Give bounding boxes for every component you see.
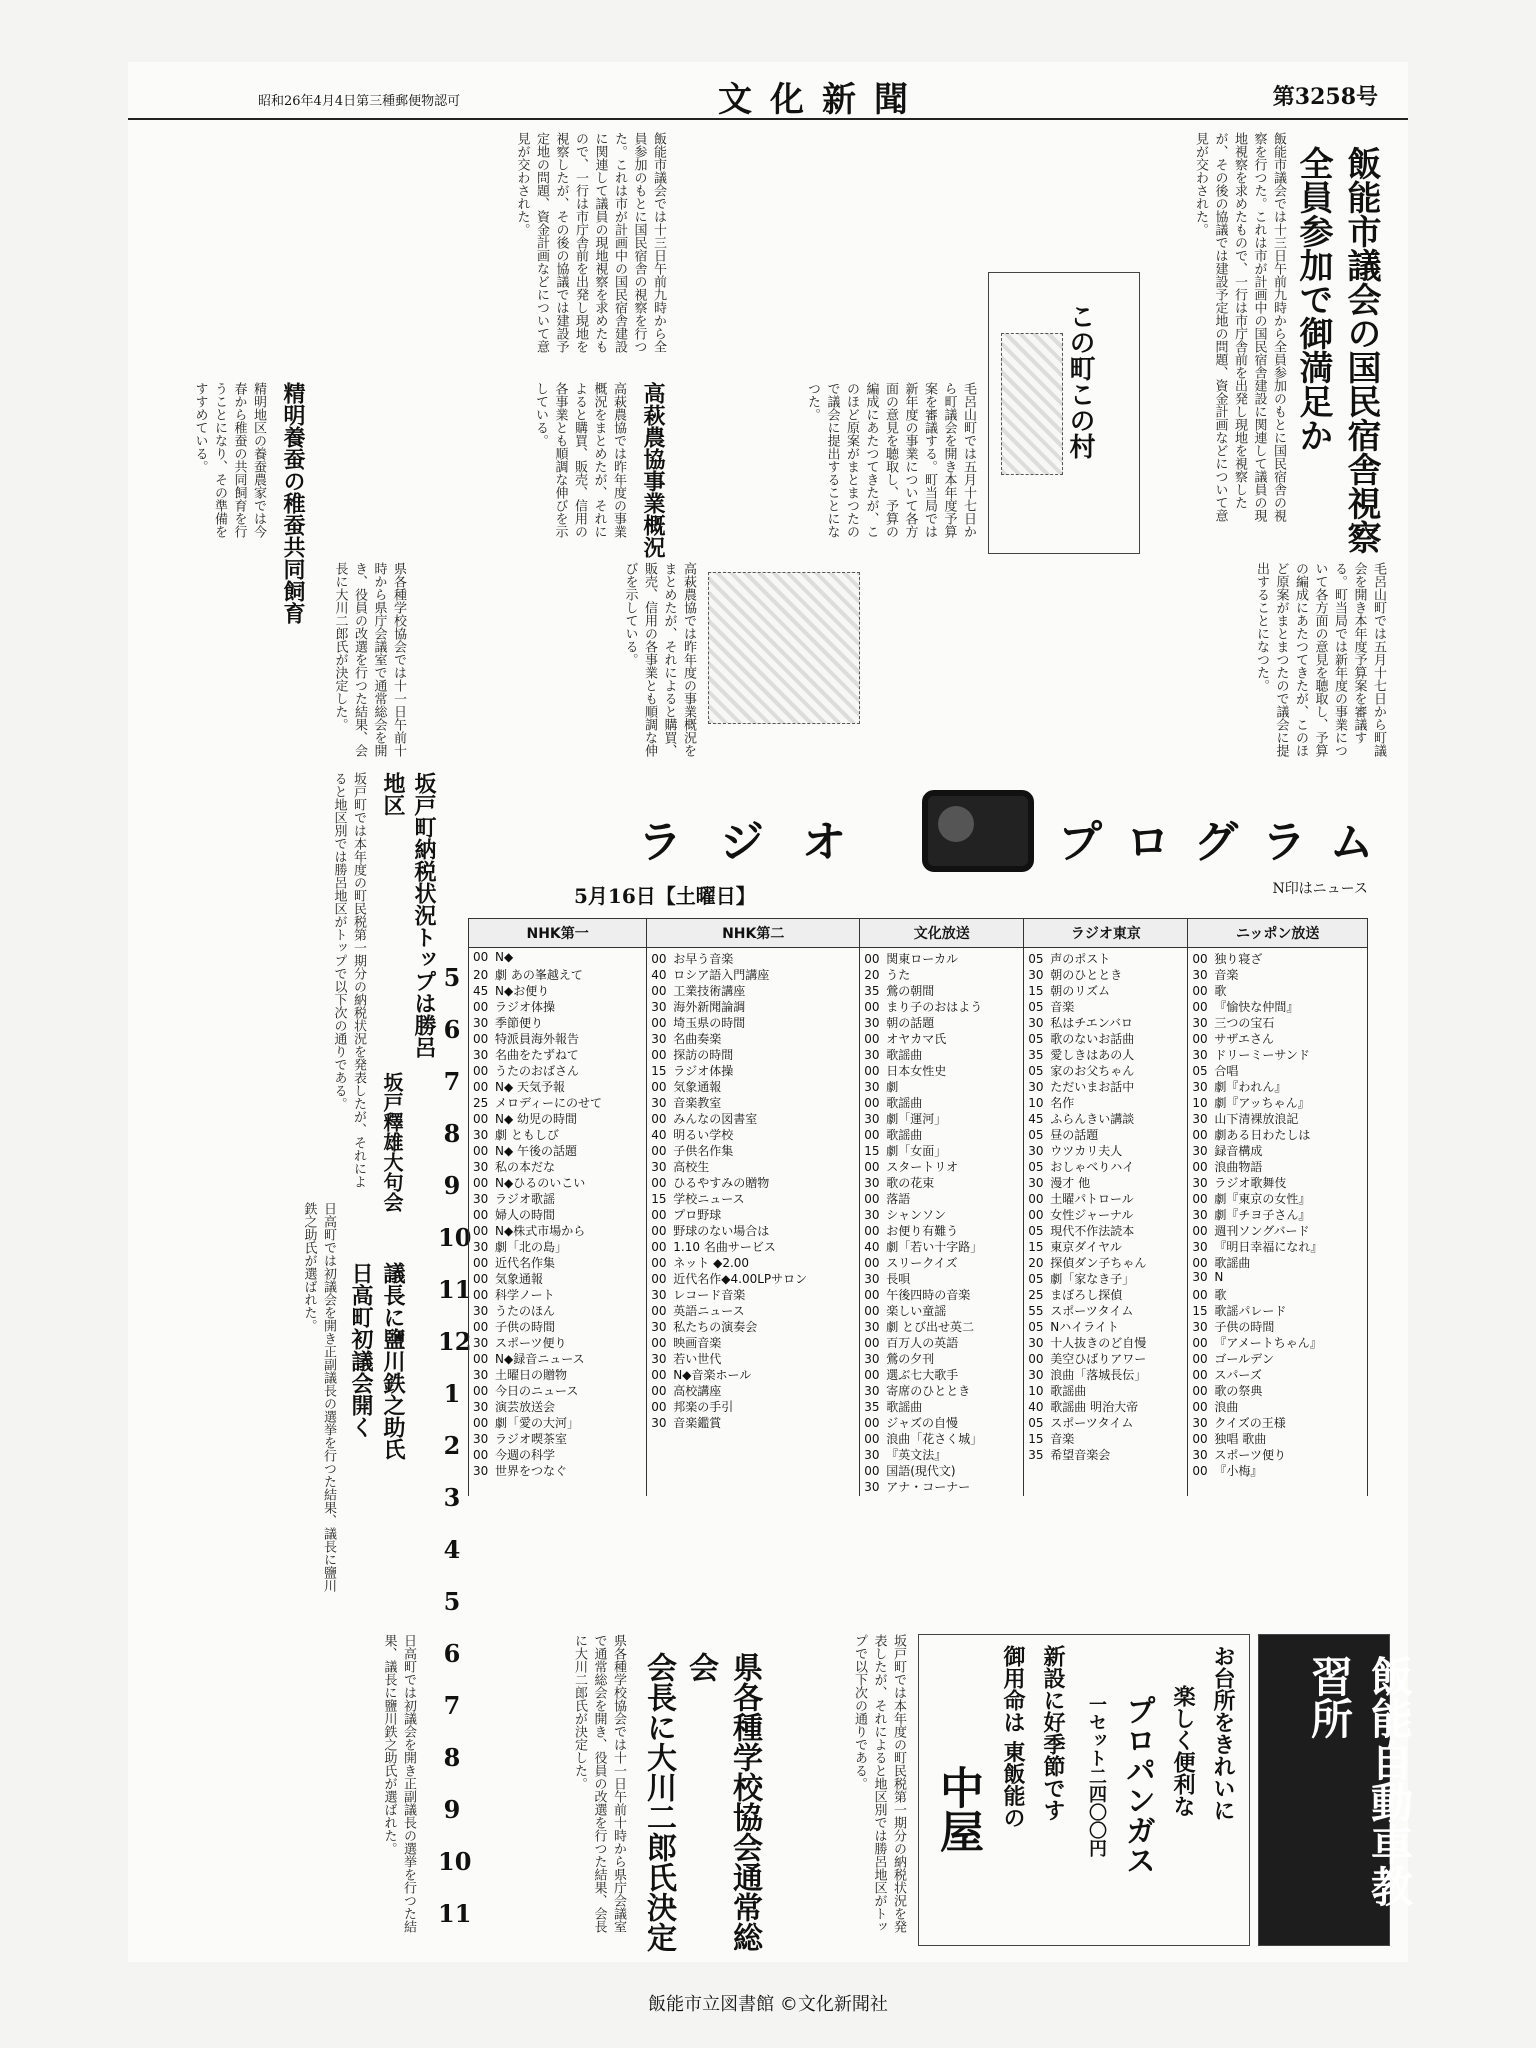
program-entry: 30 『明日幸福になれ』: [1192, 1240, 1323, 1254]
article-assembly-body: 日高町では初議会を開き正副議長の選挙を行つた結果、議長に鹽川鉄之助氏が選ばれた。: [301, 1202, 336, 1592]
program-entry: 00 スパーズ: [1192, 1368, 1262, 1382]
station-column: [1188, 948, 1368, 1497]
hour-label: 9: [443, 1795, 461, 1824]
program-entry: 05 音楽: [1028, 1000, 1075, 1014]
program-entry: 30 私はチエンバロ: [1028, 1016, 1133, 1030]
program-entry: 30 世界をつなぐ: [473, 1464, 568, 1478]
station-header: NHK第二: [647, 919, 860, 948]
program-entry: 30 ラジオ喫茶室: [473, 1432, 568, 1446]
masthead: [128, 62, 1408, 120]
program-entry: 30 高校生: [651, 1160, 710, 1174]
program-entry: 00 『小梅』: [1192, 1464, 1263, 1478]
station-header: 文化放送: [860, 919, 1024, 948]
program-entry: 15 ラジオ体操: [651, 1064, 734, 1078]
radio-icon: [922, 790, 1034, 872]
program-entry: 00 近代名作集: [473, 1256, 556, 1270]
program-entry: 00 午後四時の音楽: [864, 1288, 971, 1302]
article-mid-left: 県各種学校協会では十一日午前十時から県庁会議室で通常総会を開き、役員の改選を行つた結果、会長に大川二郎氏が決定した。: [332, 562, 406, 757]
propane-line-1: お台所をきれいに: [1210, 1645, 1236, 1821]
program-entry: 05 現代不作法読本: [1028, 1224, 1135, 1238]
program-entry: 30 劇「運河」: [864, 1112, 947, 1126]
program-entry: 30 長唄: [864, 1272, 911, 1286]
newspaper-page: [128, 62, 1414, 1962]
station-column: [647, 948, 860, 1497]
program-entry: 30 劇 ともしび: [473, 1128, 559, 1142]
program-entry: 30 音楽: [1192, 968, 1239, 982]
program-entry: 30 名曲奏楽: [651, 1032, 722, 1046]
program-entry: 00 婦人の時間: [473, 1208, 556, 1222]
program-entry: 00 美空ひばりアワー: [1028, 1352, 1147, 1366]
program-entry: 00 N◆ひるのいこい: [473, 1176, 586, 1190]
hour-label: 11: [438, 1275, 472, 1304]
newspaper-title: 文化新聞: [718, 80, 926, 120]
program-entry: 30 朝のひととき: [1028, 968, 1123, 982]
hour-label: 7: [443, 1067, 461, 1096]
program-entry: 30 演芸放送会: [473, 1400, 556, 1414]
hour-label: 8: [443, 1743, 461, 1772]
headline-tax: 坂戸町納税状況トップは勝呂地区: [380, 772, 437, 1058]
article-agri-body: 高萩農協では昨年度の事業概況をまとめたが、それによると購買、販売、信用の各事業とも順調な伸びを示している。: [533, 382, 626, 538]
article-school-body: 県各種学校協会では十一日午前十時から県庁会議室で通常総会を開き、役員の改選を行つた結果、会長に大川二郎氏が決定した。: [572, 1634, 626, 1933]
hour-label: 12: [438, 1327, 472, 1356]
program-entry: 00 N◆株式市場から: [473, 1224, 586, 1238]
program-entry: 30 スポーツ便り: [473, 1336, 567, 1350]
station-header: ラジオ東京: [1024, 919, 1188, 948]
program-entry: 00 N◆録音ニュース: [473, 1352, 585, 1366]
program-entry: 30 クイズの王様: [1192, 1416, 1286, 1430]
program-entry: 30 若い世代: [651, 1352, 722, 1366]
article-tax-body: 坂戸町では本年度の町民税第一期分の納税状況を発表したが、それによると地区別では勝呂地区がトップで以下次の通りである。: [331, 772, 366, 1188]
program-entry: 00 国語(現代文): [864, 1464, 956, 1478]
program-entry: 00 ネット ◆2.00: [651, 1256, 750, 1270]
hour-label: 4: [443, 1535, 461, 1564]
program-entry: 00 N◆ 天気予報: [473, 1080, 566, 1094]
program-entry: 30 季節便り: [473, 1016, 544, 1030]
propane-shop: 中屋: [932, 1765, 983, 1853]
program-entry: 05 昼の話題: [1028, 1128, 1099, 1142]
headline-main: 全員参加で御満足か: [1293, 146, 1333, 452]
program-entry: 30 『英文法』: [864, 1448, 947, 1462]
program-entry: 15 音楽: [1028, 1432, 1075, 1446]
program-entry: 30 私の本だな: [473, 1160, 556, 1174]
program-entry: 00 近代名作◆4.00LPサロン: [651, 1272, 808, 1286]
hour-label: 8: [443, 1119, 461, 1148]
article-body-left: 飯能市議会では十三日午前九時から全員参加のもとに国民宿舎の視察を行つた。これは市が計画中の国民宿舎建設に関連して議員の現地視察を求めたもので、一行は市庁舎前を出発し現地を視察したが、その後の協議では建設予定地の問題、資金計画などについて意見が交わされた。: [514, 132, 666, 353]
program-entry: 45 N◆お便り: [473, 984, 550, 998]
station-column: [469, 948, 647, 1497]
program-entry: 20 探偵ダン子ちゃん: [1028, 1256, 1147, 1270]
program-entry: 00 子供の時間: [473, 1320, 556, 1334]
hour-label: 5: [443, 963, 461, 992]
headline-haiku: 坂戸釋雄大句会: [380, 1072, 404, 1212]
article-silk-body: 精明地区の養蚕農家では今春から稚蚕の共同飼育を行うことになり、その準備をすすめている。: [192, 382, 266, 538]
article-mid-right: 毛呂山町では五月十七日から町議会を開き本年度予算案を審議する。町当局では新年度の事業について各方面の意見を聴取し、予算の編成にあたつてきたが、このほど原案がまとまつたので議会に提出することになつた。: [1254, 562, 1386, 757]
program-entry: 30 漫才 他: [1028, 1176, 1091, 1190]
program-entry: 00 気象通報: [473, 1272, 544, 1286]
program-entry: 10 歌謡曲: [1028, 1384, 1087, 1398]
program-entry: 40 劇「若い十字路」: [864, 1240, 983, 1254]
program-entry: 00 探訪の時間: [651, 1048, 734, 1062]
program-entry: 00 N◆音楽ホール: [651, 1368, 752, 1382]
program-entry: 00 今日のニュース: [473, 1384, 579, 1398]
program-entry: 05 スポーツタイム: [1028, 1416, 1134, 1430]
program-entry: 30 土曜日の贈物: [473, 1368, 568, 1382]
program-entry: 30 山下清裸放浪記: [1192, 1112, 1299, 1126]
program-entry: 00 劇「愛の大河」: [473, 1416, 580, 1430]
program-entry: 05 家のお父ちゃん: [1028, 1064, 1135, 1078]
article-body-top: 飯能市議会では十三日午前九時から全員参加のもとに国民宿舎の視察を行つた。これは市が計画中の国民宿舎建設に関連して議員の現地視察を求めたもので、一行は市庁舎前を出発し現地を視察したが、その後の協議では建設予定地の問題、資金計画などについて意見が交わされた。: [1193, 132, 1286, 522]
program-entry: 35 希望音楽会: [1028, 1448, 1111, 1462]
program-entry: 00 サザエさん: [1192, 1032, 1274, 1046]
program-entry: 30 劇 とび出せ英二: [864, 1320, 975, 1334]
program-entry: 35 歌謡曲: [864, 1400, 923, 1414]
program-entry: 00 女性ジャーナル: [1028, 1208, 1134, 1222]
illustration-mid: [708, 572, 860, 724]
program-entry: 00 気象通報: [651, 1080, 722, 1094]
program-entry: 30 ただいまお話中: [1028, 1080, 1135, 1094]
hour-label: 6: [443, 1639, 461, 1668]
program-entry: 10 劇『アッちゃん』: [1192, 1096, 1310, 1110]
program-entry: 20 劇 あの峯越えて: [473, 968, 583, 982]
program-entry: 40 歌謡曲 明治大帝: [1028, 1400, 1139, 1414]
program-entry: 00 関東ローカル: [864, 952, 958, 966]
program-entry: 00 映画音楽: [651, 1336, 722, 1350]
propane-line-2: 楽しく便利な: [1170, 1685, 1196, 1817]
program-entry: 00 歌の祭典: [1192, 1384, 1263, 1398]
hour-label: 6: [443, 1015, 461, 1044]
program-entry: 00 劇『東京の女性』: [1192, 1192, 1311, 1206]
program-entry: 00 子供名作集: [651, 1144, 734, 1158]
program-entry: 00 土曜パトロール: [1028, 1192, 1134, 1206]
program-entry: 25 メロディーにのせて: [473, 1096, 603, 1110]
program-entry: 00 ラジオ体操: [473, 1000, 556, 1014]
program-entry: 00 お早う音楽: [651, 952, 734, 966]
program-entry: 30 アナ・コーナー: [864, 1480, 971, 1494]
program-entry: 30 私たちの演奏会: [651, 1320, 758, 1334]
radio-date: 5月16日【土曜日】: [574, 884, 756, 908]
program-entry: 30 海外新聞論調: [651, 1000, 746, 1014]
program-entry: 00 オヤカマ氏: [864, 1032, 947, 1046]
column-illustration: [1001, 333, 1063, 475]
radio-title-left: ラジオ: [638, 817, 884, 868]
program-entry: 30 シャンソン: [864, 1208, 946, 1222]
program-entry: 35 鶯の朝間: [864, 984, 935, 998]
program-entry: 00 高校講座: [651, 1384, 722, 1398]
program-entry: 00 楽しい童謡: [864, 1304, 947, 1318]
program-entry: 00 工業技術講座: [651, 984, 746, 998]
program-entry: 00 邦楽の手引: [651, 1400, 734, 1414]
program-entry: 00 1.10 名曲サービス: [651, 1240, 776, 1254]
program-entry: 30 スポーツ便り: [1192, 1448, 1286, 1462]
program-entry: 15 劇「女面」: [864, 1144, 947, 1158]
article-bottom-left: 日高町では初議会を開き正副議長の選挙を行つた結果、議長に鹽川鉄之助氏が選ばれた。: [381, 1634, 416, 1933]
program-entry: 00 歌謡曲: [864, 1096, 923, 1110]
station-header: ニッポン放送: [1188, 919, 1368, 948]
program-entry: 40 明るい学校: [651, 1128, 734, 1142]
article-bottom-1: 坂戸町では本年度の町民税第一期分の納税状況を発表したが、それによると地区別では勝呂地区がトップで以下次の通りである。: [852, 1634, 906, 1933]
program-entry: 00 歌謡曲: [864, 1128, 923, 1142]
ad-driving-school: [1258, 1634, 1414, 1946]
program-entry: 30 ドリーミーサンド: [1192, 1048, 1310, 1062]
hour-label: 11: [438, 1899, 472, 1928]
program-entry: 30 劇: [864, 1080, 899, 1094]
program-entry: 35 愛しきはあの人: [1028, 1048, 1135, 1062]
program-entry: 25 まぼろし探偵: [1028, 1288, 1123, 1302]
program-entry: 30 レコード音楽: [651, 1288, 746, 1302]
program-entry: 30 N: [1192, 1270, 1224, 1284]
program-entry: 00 『愉快な仲間』: [1192, 1000, 1299, 1014]
program-entry: 00 N◆ 幼児の時間: [473, 1112, 578, 1126]
program-entry: 30 音楽鑑賞: [651, 1416, 722, 1430]
program-entry: 05 歌のないお話曲: [1028, 1032, 1135, 1046]
program-entry: 30 寄席のひととき: [864, 1384, 971, 1398]
program-entry: 00 ひるやすみの贈物: [651, 1176, 770, 1190]
program-entry: 45 ふらんきい講談: [1028, 1112, 1135, 1126]
program-entry: 00 浪曲: [1192, 1400, 1239, 1414]
hour-label: 7: [443, 1691, 461, 1720]
program-entry: 00 『アメートちゃん』: [1192, 1336, 1322, 1350]
headline-school-2: 会長に大川二郎氏決定: [641, 1652, 676, 1952]
program-entry: 30 歌の花束: [864, 1176, 935, 1190]
propane-line-3: プロパンガス: [1120, 1695, 1155, 1875]
program-entry: 30 浪曲「落城長伝」: [1028, 1368, 1147, 1382]
program-entry: 00 N◆ 午後の話題: [473, 1144, 578, 1158]
headline-sub: 飯能市議会の国民宿舎視察: [1341, 146, 1381, 554]
program-entry: 30 音楽教室: [651, 1096, 722, 1110]
program-entry: 00 プロ野球: [651, 1208, 722, 1222]
program-entry: 40 ロシア語入門講座: [651, 968, 770, 982]
program-entry: 30 十人抜きのど自慢: [1028, 1336, 1147, 1350]
hour-label: 3: [443, 1483, 461, 1512]
program-entry: 30 三つの宝石: [1192, 1016, 1275, 1030]
program-entry: 05 声のポスト: [1028, 952, 1111, 966]
program-entry: 00 歌: [1192, 1288, 1227, 1302]
station-column: [1024, 948, 1188, 1497]
program-entry: 30 ラジオ歌謡: [473, 1192, 556, 1206]
program-entry: 20 うた: [864, 968, 911, 982]
program-entry: 00 独唱 歌曲: [1192, 1432, 1267, 1446]
program-entry: 00 N◆: [473, 950, 514, 964]
driving-school-name: 飯能自動車教習所: [1305, 1655, 1414, 1907]
program-entry: 00 野球のない場合は: [651, 1224, 770, 1238]
program-entry: 00 独り寝ざ: [1192, 952, 1263, 966]
program-entry: 05 合唱: [1192, 1064, 1239, 1078]
issue-number: 第3258号: [1272, 84, 1378, 110]
program-entry: 15 朝のリズム: [1028, 984, 1111, 998]
program-entry: 05 劇「家なき子」: [1028, 1272, 1135, 1286]
program-entry: 00 お便り有難う: [864, 1224, 959, 1238]
program-entry: 15 東京ダイヤル: [1028, 1240, 1122, 1254]
program-entry: 30 劇「北の島」: [473, 1240, 568, 1254]
program-entry: 10 名作: [1028, 1096, 1075, 1110]
hour-label: 5: [443, 1587, 461, 1616]
program-entry: 30 朝の話題: [864, 1016, 935, 1030]
program-entry: 00 選ぶ七大歌手: [864, 1368, 959, 1382]
program-entry: 30 子供の時間: [1192, 1320, 1275, 1334]
program-entry: 00 うたのおばさん: [473, 1064, 580, 1078]
program-entry: 00 まり子のおはよう: [864, 1000, 983, 1014]
program-entry: 00 スタートリオ: [864, 1160, 959, 1174]
propane-line-4: 新設に好季節です: [1040, 1645, 1066, 1821]
program-entry: 15 学校ニュース: [651, 1192, 745, 1206]
program-entry: 00 浪曲物語: [1192, 1160, 1263, 1174]
hour-label: 1: [443, 1379, 461, 1408]
program-entry: 30 うたのほん: [473, 1304, 556, 1318]
program-entry: 00 埼玉県の時間: [651, 1016, 746, 1030]
program-entry: 00 今週の科学: [473, 1448, 556, 1462]
program-entry: 30 録音構成: [1192, 1144, 1263, 1158]
postal-permit: 昭和26年4月4日第三種郵便物認可: [258, 94, 461, 109]
program-entry: 00 みんなの図書室: [651, 1112, 758, 1126]
column-box: [988, 272, 1140, 554]
program-entry: 00 ジャズの自慢: [864, 1416, 958, 1430]
program-entry: 00 百万人の英語: [864, 1336, 959, 1350]
program-entry: 30 鶯の夕刊: [864, 1352, 935, 1366]
station-column: [860, 948, 1024, 1497]
program-entry: 00 英語ニュース: [651, 1304, 745, 1318]
program-entry: 30 名曲をたずねて: [473, 1048, 579, 1062]
ad-propane: [918, 1634, 1250, 1946]
column-title: この町この村: [1065, 303, 1095, 459]
program-entry: 00 劇ある日わたしは: [1192, 1128, 1311, 1142]
program-entry: 00 週刊ソングバード: [1192, 1224, 1310, 1238]
program-entry: 00 落語: [864, 1192, 911, 1206]
program-entry: 55 スポーツタイム: [1028, 1304, 1134, 1318]
program-entry: 30 歌謡曲: [864, 1048, 923, 1062]
program-entry: 30 劇『チヨ子さん』: [1192, 1208, 1311, 1222]
hour-label: 2: [443, 1431, 461, 1460]
footer-credit: 飯能市立図書館 ©文化新聞社: [648, 1994, 888, 2015]
headline-assembly-sub: 日高町初議会開く: [348, 1262, 374, 1438]
program-entry: 30 ウツカリ夫人: [1028, 1144, 1123, 1158]
program-entry: 00 スリークイズ: [864, 1256, 958, 1270]
headline-school-1: 県各種学校協会通常総会: [683, 1652, 762, 1952]
program-entry: 05 おしゃべりハイ: [1028, 1160, 1135, 1174]
column-body: 毛呂山町では五月十七日から町議会を開き本年度予算案を審議する。町当局では新年度の事業について各方面の意見を聴取し、予算の編成にあたつてきたが、このほど原案がまとまつたので議会に提出することになつた。: [805, 382, 976, 538]
station-header: NHK第一: [469, 919, 647, 948]
article-mid-center: 高萩農協では昨年度の事業概況をまとめたが、それによると購買、販売、信用の各事業とも順調な伸びを示している。: [622, 562, 696, 757]
program-entry: 15 歌謡パレード: [1192, 1304, 1287, 1318]
hour-label: 10: [438, 1223, 472, 1252]
program-entry: 05 Nハイライト: [1028, 1320, 1119, 1334]
program-entry: 30 劇『われん』: [1192, 1080, 1287, 1094]
radio-title-right: プログラム: [1058, 817, 1398, 868]
headline-agri: 高萩農協事業概況: [640, 382, 666, 558]
propane-line-5: 御用命は 東飯能の: [1000, 1645, 1026, 1829]
program-entry: 00 ゴールデン: [1192, 1352, 1274, 1366]
program-table: [468, 918, 1368, 1496]
program-entry: 30 ラジオ歌舞伎: [1192, 1176, 1287, 1190]
hour-label: 9: [443, 1171, 461, 1200]
headline-assembly: 議長に鹽川鉄之助氏: [380, 1262, 406, 1460]
program-entry: 00 科学ノート: [473, 1288, 555, 1302]
program-entry: 00 浪曲「花さく城」: [864, 1432, 983, 1446]
program-entry: 00 歌謡曲: [1192, 1256, 1251, 1270]
program-entry: 00 日本女性史: [864, 1064, 947, 1078]
hour-label: 10: [438, 1847, 472, 1876]
headline-silk: 精明養蚕の稚蚕共同飼育: [280, 382, 306, 624]
program-entry: 00 特派員海外報告: [473, 1032, 580, 1046]
propane-price: 一セット二四〇〇円: [1086, 1695, 1107, 1857]
radio-note: N印はニュース: [1272, 881, 1368, 897]
program-entry: 00 歌: [1192, 984, 1227, 998]
